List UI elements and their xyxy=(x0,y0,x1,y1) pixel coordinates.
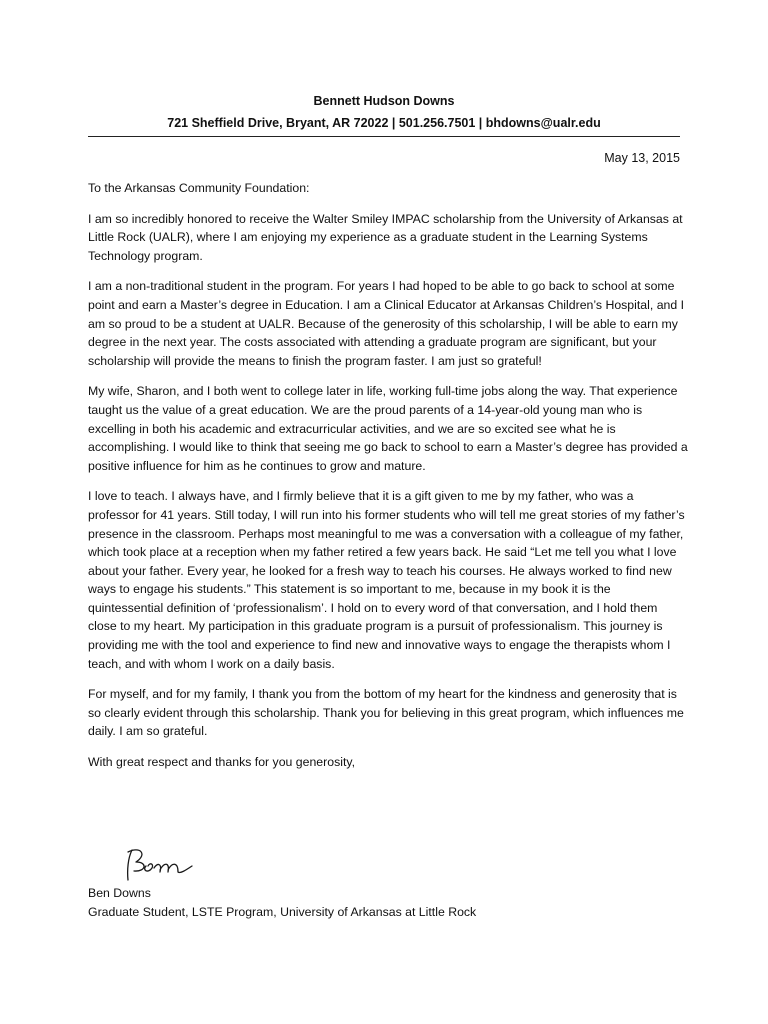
sender-name: Bennett Hudson Downs xyxy=(313,94,455,108)
letterhead xyxy=(88,92,680,132)
body-paragraph-3: My wife, Sharon, and I both went to college later in life, working full-time jobs along the way. That experience taught us the value of a great education. We are the proud parents of a 14-year-old young man who is excelling in both his academic and extracurricular activities, and we are so excited see what he is accomplishing. I would like to think that seeing me go back to school to earn a Master’s degree has provided a positive influence for him as he continues to grow and mature. xyxy=(88,384,688,473)
letter-date: May 13, 2015 xyxy=(604,151,680,165)
letter-body xyxy=(88,179,688,784)
signature-block xyxy=(88,884,476,921)
sender-contact-line: 721 Sheffield Drive, Bryant, AR 72022 | 501.256.7501 | bhdowns@ualr.edu xyxy=(167,116,601,130)
handwritten-signature xyxy=(118,844,198,884)
signer-name: Ben Downs xyxy=(88,886,151,900)
closing-line: With great respect and thanks for you generosity, xyxy=(88,755,356,770)
body-paragraph-5: For myself, and for my family, I thank you from the bottom of my heart for the kindness and generosity that is so clearly evident through this scholarship. Thank you for believing in this great program, which influences me daily. I am so grateful. xyxy=(88,687,684,739)
letterhead-divider xyxy=(88,136,680,137)
body-paragraph-4: I love to teach. I always have, and I firmly believe that it is a gift given to me by my father, who was a professor for 41 years. Still today, I will run into his former students who will tell me great stories of my father’s presence in the classroom. Perhaps most meaningful to me was a conversation with a colleague of my father, which took place at a reception when my father retired a few years back. He said “Let me tell you what I love about your father. Every year, he looked for a fresh way to teach his courses. He always worked to find new ways to engage his students.” This statement is so important to me, because in my book it is the quintessential definition of ‘professionalism’. I hold on to every word of that conversation, and I hold them close to my heart. My participation in this graduate program is a pursuit of professionalism. This journey is providing me with the tool and experience to find new and innovative ways to engage the therapists whom I teach, and with whom I work on a daily basis. xyxy=(88,489,685,671)
body-paragraph-2: I am a non-traditional student in the program. For years I had hoped to be able to go back to school at some point and earn a Master’s degree in Education. I am a Clinical Educator at Arkansas Children’s Hospital, and I am so proud to be a student at UALR. Because of the generosity of this scholarship, I will be able to earn my degree in the next year. The costs associated with attending a graduate program are significant, but your scholarship will provide the means to finish the program faster. I am just so grateful! xyxy=(88,279,685,368)
body-paragraph-1: I am so incredibly honored to receive the Walter Smiley IMPAC scholarship from the University of Arkansas at Little Rock (UALR), where I am enjoying my experience as a graduate student in the Learning Systems Technology program. xyxy=(88,211,683,263)
signer-title: Graduate Student, LSTE Program, University of Arkansas at Little Rock xyxy=(88,904,477,919)
salutation: To the Arkansas Community Foundation: xyxy=(88,181,310,195)
